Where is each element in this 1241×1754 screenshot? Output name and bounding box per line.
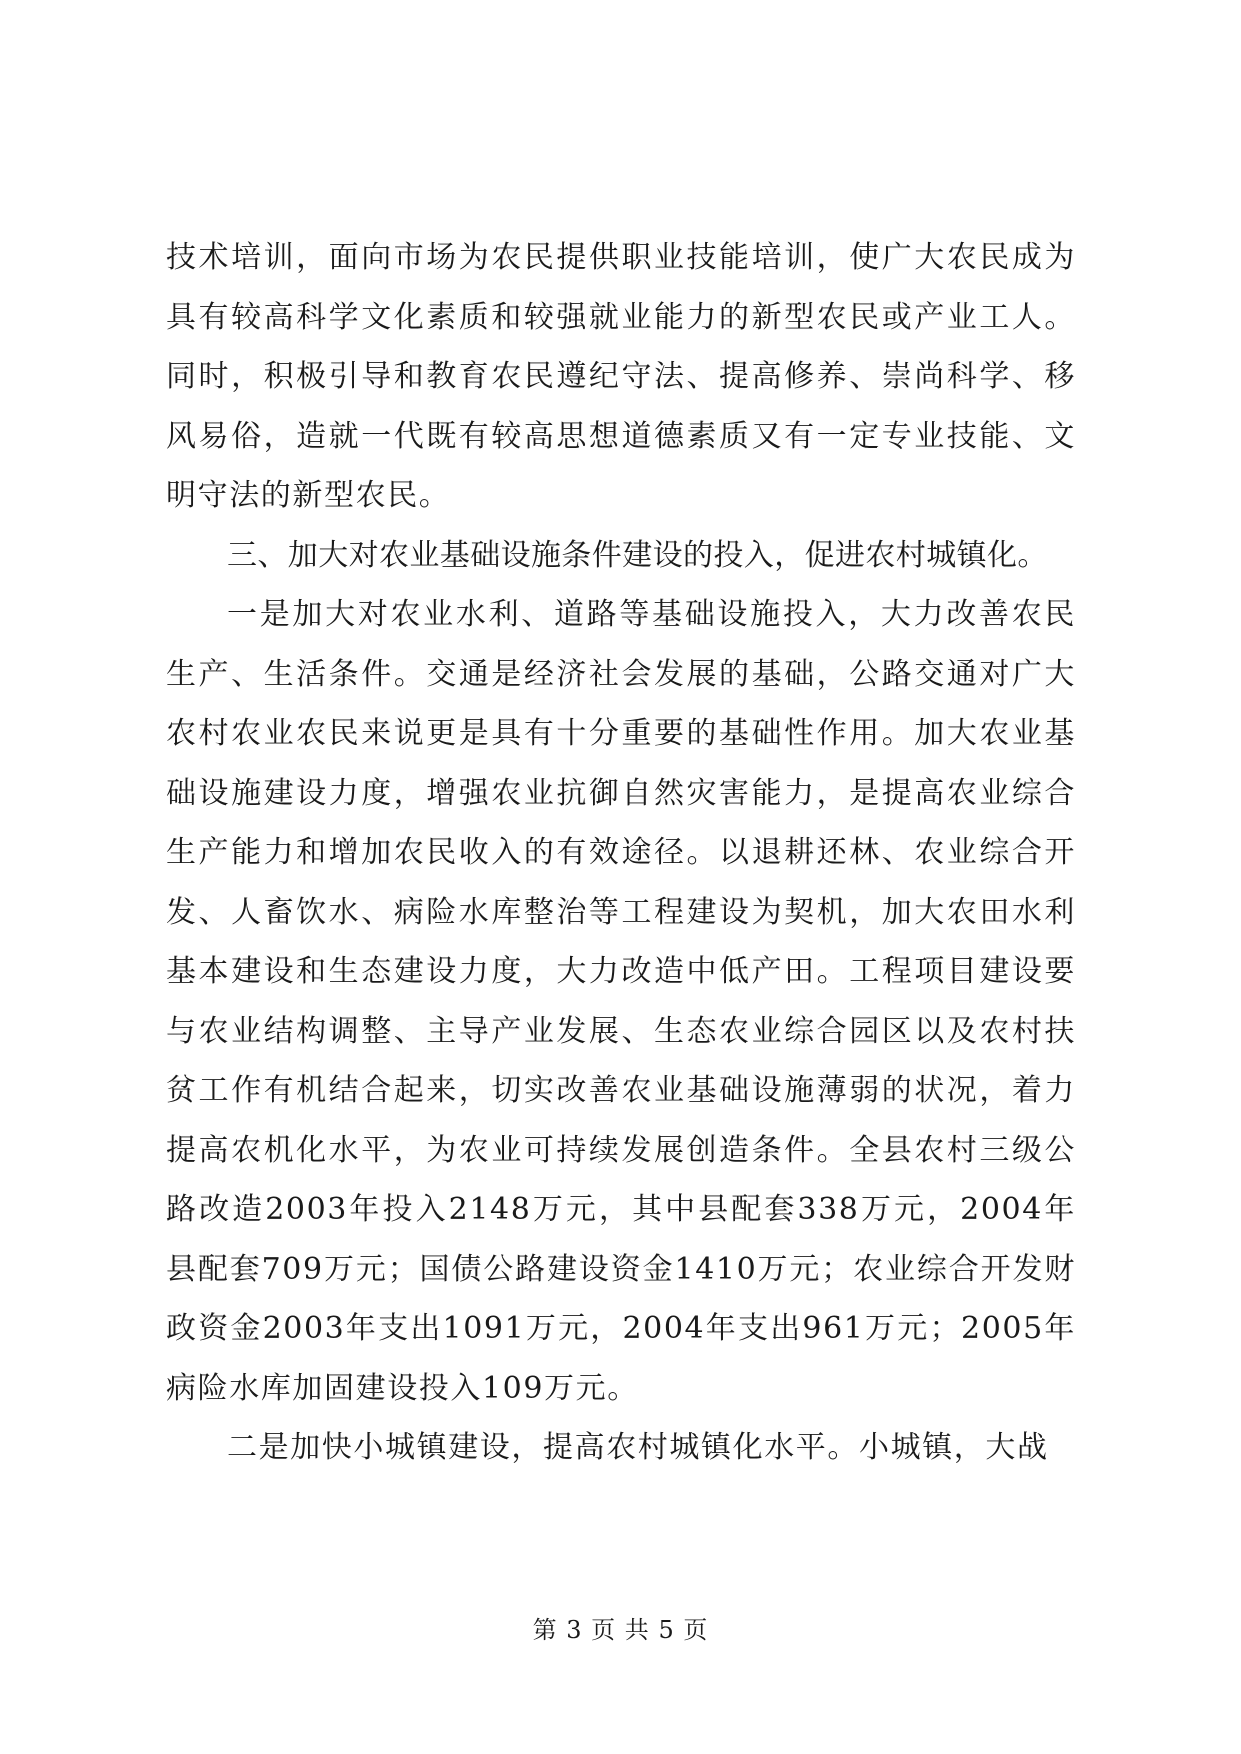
section-heading-infrastructure: 三、加大对农业基础设施条件建设的投入，促进农村城镇化。: [227, 537, 1048, 573]
document-body: [166, 228, 1076, 1478]
paragraph-training: 技术培训，面向市场为农民提供职业技能培训，使广大农民成为具有较高科学文化素质和较强就业能力的新型农民或产业工人。同时，积极引导和教育农民遵纪守法、提高修养、崇尚科学、移风易俗，造就一代既有较高思想道德素质又有一定专业技能、文明守法的新型农民。: [166, 240, 1076, 513]
page-number-footer: 第 3 页 共 5 页: [532, 1616, 709, 1644]
paragraph-small-towns: 二是加快小城镇建设，提高农村城镇化水平。小城镇，大战: [227, 1430, 1049, 1465]
paragraph-infrastructure-investment: 一是加大对农业水利、道路等基础设施投入，大力改善农民生产、生活条件。交通是经济社会发展的基础，公路交通对广大农村农业农民来说更是具有十分重要的基础性作用。加大农业基础设施建设力度，增强农业抗御自然灾害能力，是提高农业综合生产能力和增加农民收入的有效途径。以退耕还林、农业综合开发、人畜饮水、病险水库整治等工程建设为契机，加大农田水利基本建设和生态建设力度，大力改造中低产田。工程项目建设要与农业结构调整、主导产业发展、生态农业综合园区以及农村扶贫工作有机结合起来，切实改善农业基础设施薄弱的状况，着力提高农机化水平，为农业可持续发展创造条件。全县农村三级公路改造2003年投入2148万元，其中县配套338万元，2004年县配套709万元；国债公路建设资金1410万元；农业综合开发财政资金2003年支出1091万元，2004年支出961万元；2005年病险水库加固建设投入109万元。: [166, 597, 1076, 1406]
